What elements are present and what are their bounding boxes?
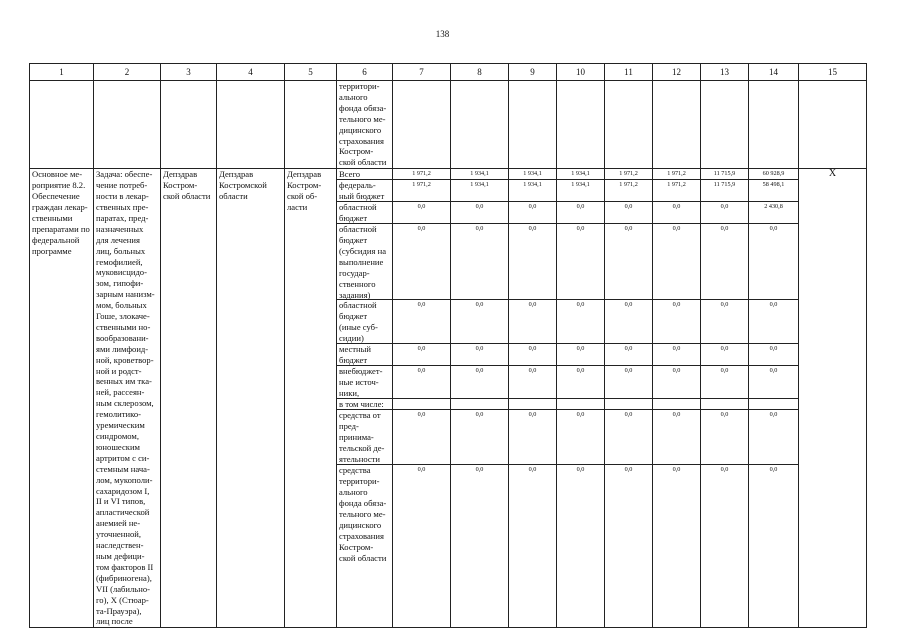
funding-value: [451, 399, 508, 410]
funding-value: 0,0: [769, 466, 778, 474]
funding-value: 0,0: [528, 466, 537, 474]
indicator-mark-cell: Х: [799, 169, 867, 628]
funding-value: 11 715,9: [701, 180, 748, 202]
funding-value: 0,0: [605, 344, 652, 366]
funding-value: 1 934,1: [557, 180, 604, 202]
empty-cell: [393, 81, 451, 169]
funding-value: 0,0: [509, 366, 556, 399]
empty-cell: [509, 81, 557, 169]
funding-value: 0,0: [653, 410, 700, 465]
column-number: 10: [557, 64, 605, 81]
funding-source-label: средства территори- ального фонда обяза- тельного ме- дицинского страхования Костром- ской области: [339, 465, 387, 563]
empty-cell: [749, 81, 799, 169]
coordinator-cell: Депздрав Костром- ской об- ласти: [285, 169, 337, 628]
year-values-cell: [557, 169, 605, 628]
funding-value: 0,0: [701, 410, 748, 465]
funding-value: 0,0: [653, 224, 700, 300]
event-row: [30, 169, 867, 628]
funding-value: 0,0: [605, 300, 652, 344]
funding-value: 0,0: [393, 410, 450, 465]
empty-cell: [217, 81, 285, 169]
empty-cell: [285, 81, 337, 169]
empty-cell: [451, 81, 509, 169]
funding-source-label: в том числе:: [337, 399, 392, 410]
column-number: 5: [285, 64, 337, 81]
funding-value: 0,0: [701, 300, 748, 344]
funding-value: 0,0: [749, 366, 798, 399]
empty-cell: [653, 81, 701, 169]
funding-source-label: Всего: [337, 169, 392, 180]
column-number: 9: [509, 64, 557, 81]
column-number: 1: [30, 64, 94, 81]
funding-value: 58 498,1: [749, 180, 798, 202]
funding-value: 0,0: [509, 410, 556, 465]
empty-cell: [557, 81, 605, 169]
executor-cell: Депздрав Костромской области: [217, 169, 285, 628]
funding-value: 0,0: [605, 410, 652, 465]
funding-value: 0,0: [451, 410, 508, 465]
continuation-source-cell: территори- ального фонда обяза- тельного ме- дицинского страхования Костром- ской области: [337, 81, 393, 169]
empty-cell: [701, 81, 749, 169]
funding-value: [509, 399, 556, 410]
funding-value: [749, 399, 798, 410]
empty-cell: [30, 81, 94, 169]
year-values-cell: [701, 169, 749, 628]
funding-value: 1 934,1: [509, 169, 556, 180]
funding-value: 1 934,1: [451, 180, 508, 202]
year-values-cell: [605, 169, 653, 628]
funding-value: 1 934,1: [557, 169, 604, 180]
event-name-cell: Основное ме- роприятие 8.2. Обеспечение граждан лекар- ственными препаратами по федеральной программе: [30, 169, 94, 628]
funding-source-label: федераль- ный бюджет: [337, 180, 392, 202]
funding-value: 0,0: [605, 202, 652, 224]
funding-value: 0,0: [605, 224, 652, 300]
year-values-cell: [451, 169, 509, 628]
funding-sources-cell: [337, 169, 393, 628]
funding-value: 0,0: [451, 344, 508, 366]
funding-value: 0,0: [557, 366, 604, 399]
funding-value: 0,0: [509, 202, 556, 224]
funding-value: 0,0: [417, 466, 426, 474]
year-values-cell: [749, 169, 799, 628]
funding-value: 0,0: [605, 366, 652, 399]
funding-value: 1 934,1: [509, 180, 556, 202]
funding-value: 0,0: [653, 344, 700, 366]
column-number: 7: [393, 64, 451, 81]
empty-cell: [605, 81, 653, 169]
funding-value: 0,0: [509, 300, 556, 344]
funding-value: 0,0: [576, 466, 585, 474]
column-number: 8: [451, 64, 509, 81]
funding-value: [605, 399, 652, 410]
funding-value: 0,0: [451, 366, 508, 399]
funding-value: 1 971,2: [605, 169, 652, 180]
funding-value: 1 934,1: [451, 169, 508, 180]
funding-value: 0,0: [701, 366, 748, 399]
funding-value: 0,0: [720, 466, 729, 474]
funding-value: 0,0: [653, 366, 700, 399]
funding-source-label: средства от пред- принима- тельской де- ятельности: [337, 410, 392, 465]
funding-value: 1 971,2: [393, 180, 450, 202]
column-number: 12: [653, 64, 701, 81]
funding-value: 0,0: [749, 224, 798, 300]
column-number: 13: [701, 64, 749, 81]
year-values-cell: [509, 169, 557, 628]
column-number-row: [30, 64, 867, 81]
funding-value: 0,0: [749, 300, 798, 344]
page-number: 138: [435, 29, 450, 39]
continuation-row: [30, 81, 867, 169]
funding-value: 0,0: [393, 344, 450, 366]
funding-value: 2 430,8: [749, 202, 798, 224]
funding-value: 0,0: [451, 202, 508, 224]
column-number: 14: [749, 64, 799, 81]
year-values-cell: [653, 169, 701, 628]
funding-value: 0,0: [701, 202, 748, 224]
funding-value: 0,0: [557, 410, 604, 465]
funding-value: 1 971,2: [605, 180, 652, 202]
program-table: [29, 63, 867, 628]
column-number: 2: [94, 64, 161, 81]
year-values-cell: [393, 169, 451, 628]
funding-source-label: областной бюджет (иные суб- сидии): [337, 300, 392, 344]
responsible-cell: Депздрав Костром- ской области: [161, 169, 217, 628]
column-number: 11: [605, 64, 653, 81]
funding-value: 0,0: [557, 300, 604, 344]
funding-source-label: областной бюджет: [337, 202, 392, 224]
funding-value: 0,0: [749, 344, 798, 366]
funding-source-label: местный бюджет: [337, 344, 392, 366]
column-number: 4: [217, 64, 285, 81]
funding-value: [557, 399, 604, 410]
funding-sources-list: [337, 169, 392, 599]
funding-value: 0,0: [557, 344, 604, 366]
funding-value: 0,0: [451, 300, 508, 344]
column-number: 6: [337, 64, 393, 81]
funding-value: 0,0: [701, 224, 748, 300]
funding-value: 1 971,2: [653, 180, 700, 202]
funding-value: [393, 399, 450, 410]
funding-value: [653, 399, 700, 410]
funding-value: 0,0: [451, 224, 508, 300]
funding-value: 0,0: [653, 202, 700, 224]
funding-value: 0,0: [475, 466, 484, 474]
funding-source-label: областной бюджет (субсидия на выполнение государ- ственного задания): [337, 224, 392, 300]
column-number: 15: [799, 64, 867, 81]
funding-value: 0,0: [653, 300, 700, 344]
funding-value: 0,0: [749, 410, 798, 465]
empty-cell: [799, 81, 867, 169]
funding-value: 0,0: [701, 344, 748, 366]
funding-value: 0,0: [557, 224, 604, 300]
funding-value: 0,0: [624, 466, 633, 474]
funding-value: 0,0: [393, 366, 450, 399]
funding-source-label: внебюджет- ные источ- ники,: [337, 366, 392, 399]
funding-value: 60 928,9: [749, 169, 798, 180]
column-number: 3: [161, 64, 217, 81]
funding-value: 0,0: [672, 466, 681, 474]
funding-value: 0,0: [509, 344, 556, 366]
task-cell: Задача: обеспе- чение потреб- ности в лекар- ственных пре- паратах, пред- назначенных для лечения лиц, больных гемофилией, муковисцидо- зом, гипофи- зарным нанизм- мом, больных Гоше, злокаче- ственными но- вообразовани- ями лимфоид- ной, кроветвор- ной и родст- венных им тка- ней, рассеян- ным склерозом, гемолитико- уремическим синдромом, юношеским артритом с си- стемным нача- лом, мукополи- сахаридозом I, II и VI типов, апластической анемией не- уточненной, наследствен- ным дефици- том факторов II (фибриногена), VII (лабильно- го), X (Стюар- та-Прауэра), лиц после: [94, 169, 161, 628]
funding-value: 0,0: [557, 202, 604, 224]
empty-cell: [161, 81, 217, 169]
empty-cell: [94, 81, 161, 169]
funding-value: 0,0: [393, 300, 450, 344]
funding-value: 11 715,9: [701, 169, 748, 180]
funding-value: 1 971,2: [393, 169, 450, 180]
funding-value: 0,0: [509, 224, 556, 300]
funding-value: [701, 399, 748, 410]
funding-value: 0,0: [393, 202, 450, 224]
funding-value: 0,0: [393, 224, 450, 300]
funding-value: 1 971,2: [653, 169, 700, 180]
